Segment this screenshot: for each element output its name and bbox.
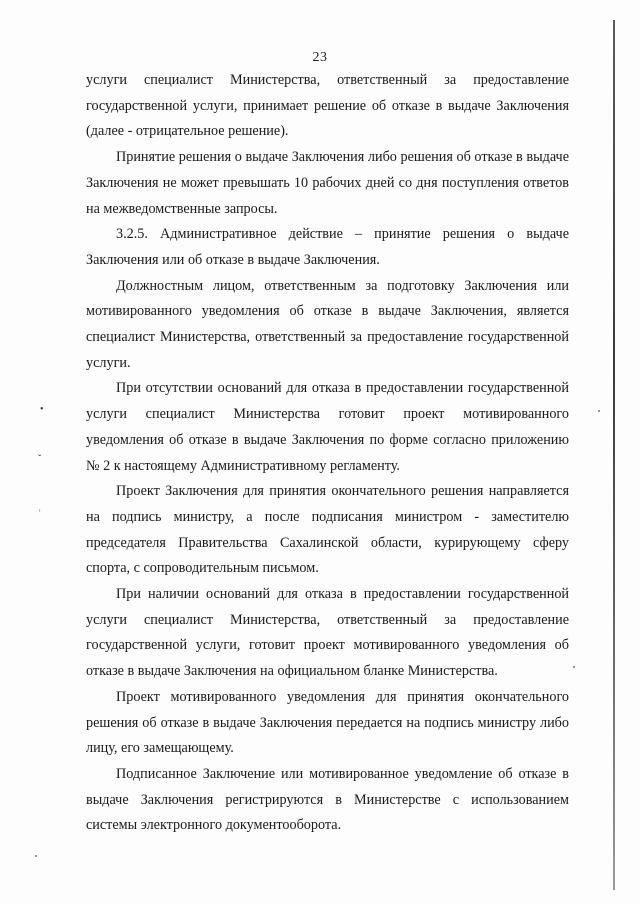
paragraph: При наличии оснований для отказа в предоставлении государственной услуги специалист Министерства, ответственный за предоставление государственной услуги, готовит проект мотивированного уведомления об отказе в выдаче Заключения на официальном бланке Министерства. [86,586,569,680]
paragraph: 3.2.5. Административное действие – принятие решения о выдаче Заключения или об отказе в выдаче Заключения. [86,226,569,268]
margin-speck: • [40,404,44,415]
scan-speck [573,666,575,668]
paragraph: Проект Заключения для принятия окончательного решения направляется на подпись министру, а после подписания министром - заместителю председателя Правительства Сахалинской области, курирующему сферу спорта, с сопроводительным письмом. [86,483,569,577]
margin-speck: ˒ [38,504,42,515]
page-number: 23 [312,50,328,65]
scan-edge-line [613,20,615,890]
paragraph: Принятие решения о выдаче Заключения либо решения об отказе в выдаче Заключения не может превышать 10 рабочих дней со дня поступления ответов на межведомственные запросы. [86,149,569,217]
scan-speck [35,855,37,857]
paragraph: Подписанное Заключение или мотивированное уведомление об отказе в выдаче Заключения регистрируются в Министерстве с использованием системы электронного документооборота. [86,765,569,834]
paragraph: Должностным лицом, ответственным за подготовку Заключения или мотивированного уведомления об отказе в выдаче Заключения, является специалист Министерства, ответственный за предоставление государственной услуги. [86,277,569,371]
document-body [86,68,569,839]
paragraph: При отсутствии оснований для отказа в предоставлении государственной услуги специалист Министерства готовит проект мотивированного уведомления об отказе в выдаче Заключения по форме согласно приложению № 2 к настоящему Административному регламенту. [86,380,569,474]
paragraph: Проект мотивированного уведомления для принятия окончательного решения об отказе в выдаче Заключения передается на подпись министру либо лицу, его замещающему. [86,688,569,757]
margin-speck: ˇ [38,454,42,465]
paragraph: услуги специалист Министерства, ответственный за предоставление государственной услуги, принимает решение об отказе в выдаче Заключения (далее - отрицательное решение). [86,72,569,140]
scan-speck [598,410,600,412]
